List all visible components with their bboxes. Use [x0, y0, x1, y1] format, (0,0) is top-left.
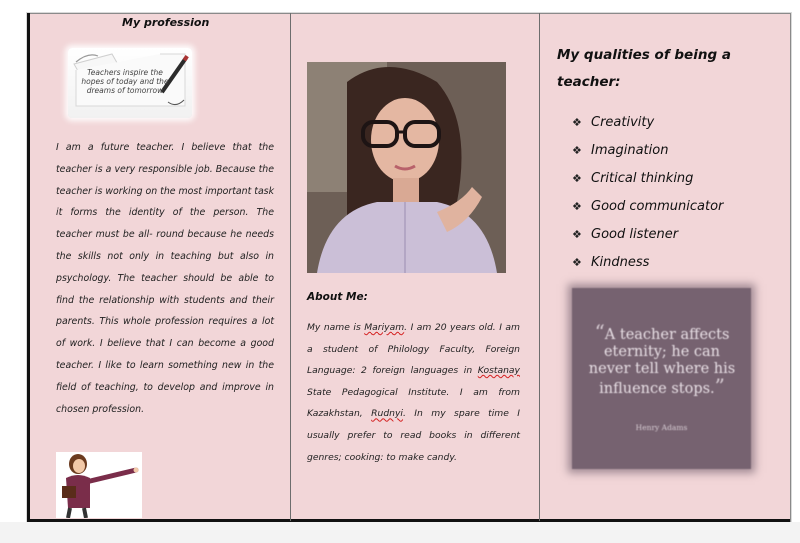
quality-item	[572, 248, 723, 276]
profession-title: My profession	[122, 16, 210, 29]
quality-label: Creativity	[591, 114, 655, 130]
column-divider-left	[290, 13, 291, 521]
diamond-bullet-icon: ❖	[572, 143, 582, 157]
about-text-part: My name is	[307, 322, 365, 333]
diamond-bullet-icon: ❖	[572, 115, 582, 129]
close-quote-mark: ”	[714, 374, 725, 398]
column-divider-right	[539, 13, 540, 521]
about-text-part: State Pedagogical Institute. I am from Kazakhstan,	[307, 386, 520, 420]
page-border-left	[27, 13, 30, 522]
about-text-part: . In my spare time I usually prefer to read books in different genres; cooking: to make candy.	[307, 408, 521, 463]
teacher-quote-card	[572, 288, 751, 469]
quality-label: Good listener	[591, 226, 679, 242]
about-text-part: . I am 20 years old. I am a student of Philology Faculty, Foreign Language: 2 foreign languages in	[307, 322, 521, 377]
quality-item	[572, 164, 723, 192]
quote-author: Henry Adams	[635, 423, 688, 432]
diamond-bullet-icon: ❖	[572, 227, 582, 241]
qualities-list	[572, 108, 723, 276]
quality-label: Kindness	[591, 254, 650, 270]
quality-item	[572, 220, 723, 248]
quality-label: Critical thinking	[591, 170, 694, 186]
page-edge	[0, 522, 800, 543]
open-quote-mark: “	[594, 320, 605, 344]
quality-item	[572, 136, 723, 164]
quote-text	[582, 320, 742, 398]
quality-label: Good communicator	[591, 198, 724, 214]
diamond-bullet-icon: ❖	[572, 171, 582, 185]
quality-item	[572, 108, 723, 136]
qualities-title: My qualities of being a teacher:	[557, 47, 731, 90]
spellcheck-rudnyi: Rudnyi	[371, 408, 403, 420]
portrait-image	[307, 62, 506, 273]
quote-image-text: Teachers inspire the hopes of today and the dreams of tomorrow	[81, 68, 169, 95]
quote-image	[68, 48, 192, 118]
diamond-bullet-icon: ❖	[572, 199, 582, 213]
profession-paragraph: I am a future teacher. I believe that the teacher is a very responsible job. Because the teacher is working on the most important task it forms the identity of the person. The teacher must be all- round because he needs the skills not only in teaching but also in psychology. The teacher should be able to find the relationship with students and their parents. This whole profession requires a lot of work. I believe that I can become a good teacher. I like to learn something new in the field of teaching, to develop and improve in chosen profession.	[56, 142, 274, 415]
spellcheck-name: Mariyam	[364, 322, 405, 333]
quality-item	[572, 192, 723, 220]
diamond-bullet-icon: ❖	[572, 255, 582, 269]
about-me-paragraph	[307, 317, 520, 468]
spellcheck-kostanay: Kostanay	[477, 365, 520, 377]
quote-body: A teacher affects eternity; he can never tell where his influence stops.	[588, 327, 736, 397]
profile-photo	[307, 62, 506, 273]
about-me-title: About Me:	[307, 291, 368, 303]
quality-label: Imagination	[591, 142, 669, 158]
teacher-figure-image	[56, 452, 142, 518]
